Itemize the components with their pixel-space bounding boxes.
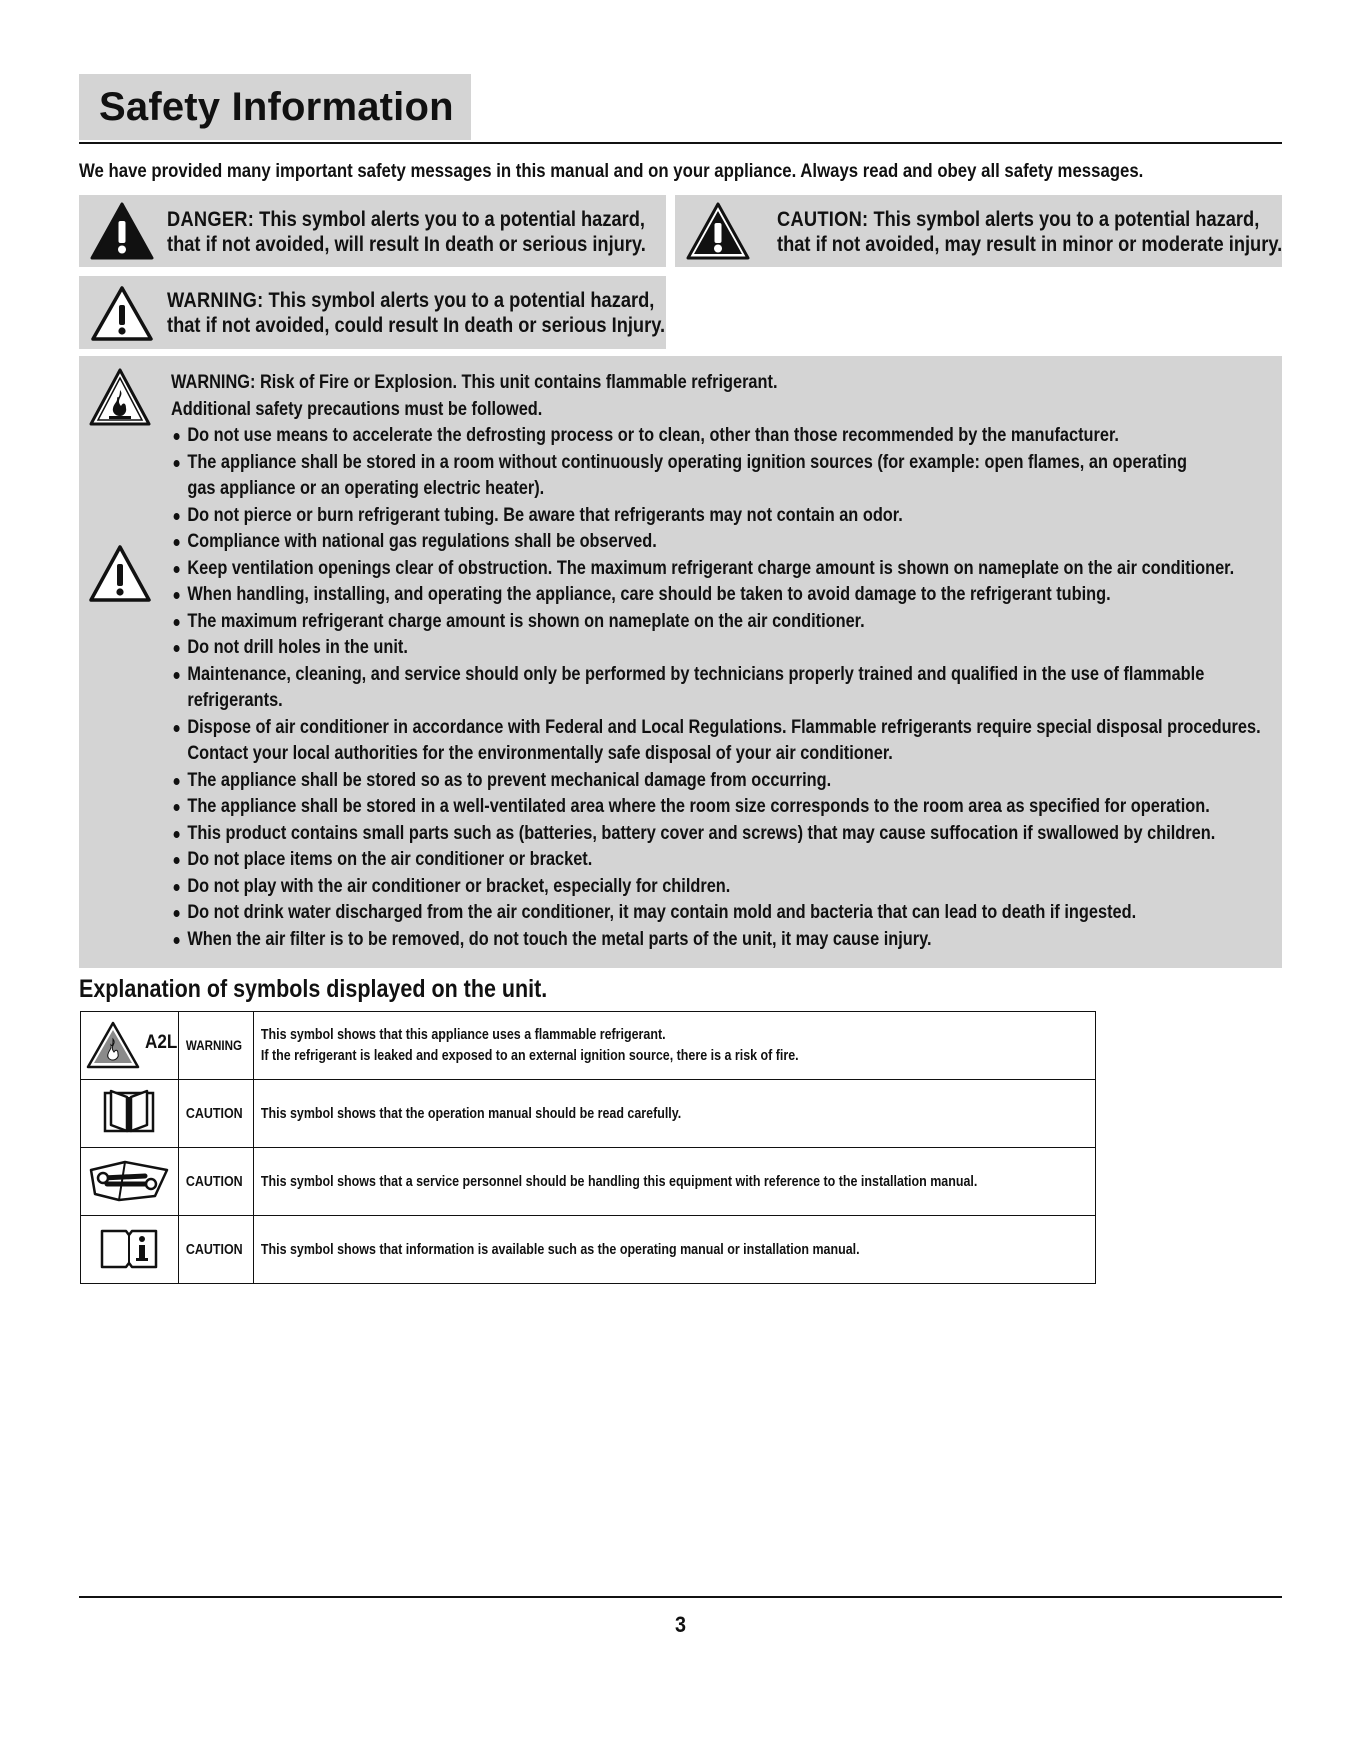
symbols-table	[80, 1011, 1096, 1284]
list-item: Keep ventilation openings clear of obstruction. The maximum refrigerant charge amount is shown on nameplate on the air conditioner.	[171, 556, 1203, 583]
symbol-cell	[81, 1012, 179, 1080]
intro-text: We have provided many important safety messages in this manual and on your appliance. Always read and obey all safety messages.	[79, 160, 1144, 182]
caution-line2: that if not avoided, may result in minor or moderate injury.	[777, 233, 1283, 256]
list-item: When the air filter is to be removed, do not touch the metal parts of the unit, it may cause injury.	[171, 927, 1203, 954]
description-cell: This symbol shows that the operation manual should be read carefully.	[253, 1080, 1095, 1148]
table-row	[81, 1012, 1096, 1080]
danger-line1: This symbol alerts you to a potential hazard,	[259, 208, 645, 231]
fire-warning-list	[171, 423, 1261, 953]
description-cell: This symbol shows that a service personnel should be handling this equipment with reference to the installation manual.	[253, 1148, 1095, 1216]
list-item: The maximum refrigerant charge amount is shown on nameplate on the air conditioner.	[171, 609, 1203, 636]
fire-warning-headline: Risk of Fire or Explosion. This unit contains flammable refrigerant.	[259, 372, 778, 393]
warning-keyword: WARNING:	[167, 289, 264, 312]
list-item: The appliance shall be stored in a room without continuously operating ignition sources (for example: open flames, an operating gas appliance or an operating electric heater).	[171, 450, 1203, 503]
list-item: Do not pierce or burn refrigerant tubing. Be aware that refrigerants may not contain an odor.	[171, 503, 1203, 530]
symbol-cell	[81, 1080, 179, 1148]
warning-box	[79, 276, 666, 349]
information-icon	[98, 1223, 160, 1271]
fire-warning-subline: Additional safety precautions must be followed.	[171, 398, 543, 420]
danger-text	[167, 207, 646, 257]
danger-triangle-icon	[89, 201, 155, 261]
title-rule	[79, 142, 1282, 144]
service-manual-icon	[85, 1156, 173, 1202]
list-item: Compliance with national gas regulations shall be observed.	[171, 529, 1203, 556]
symbols-heading: Explanation of symbols displayed on the unit.	[79, 975, 548, 1003]
page-number: 3	[674, 1612, 687, 1637]
fire-warning-content	[171, 370, 1261, 953]
description-cell: This symbol shows that information is available such as the operating manual or installation manual.	[253, 1216, 1095, 1284]
list-item: The appliance shall be stored in a well-ventilated area where the room size corresponds to the room area as specified for operation.	[171, 794, 1203, 821]
symbol-cell	[81, 1216, 179, 1284]
fire-warning-keyword: WARNING:	[171, 372, 256, 393]
warning-line1: This symbol alerts you to a potential hazard,	[268, 289, 655, 312]
fire-warning-panel	[79, 356, 1282, 968]
level-cell: CAUTION	[178, 1148, 253, 1216]
table-row	[81, 1216, 1096, 1284]
operation-manual-icon	[99, 1087, 159, 1135]
list-item: Do not place items on the air conditioner or bracket.	[171, 847, 1203, 874]
list-item: When handling, installing, and operating the appliance, care should be taken to avoid damage to the refrigerant tubing.	[171, 582, 1203, 609]
danger-box	[79, 195, 666, 267]
caution-keyword: CAUTION:	[777, 208, 869, 231]
list-item: Maintenance, cleaning, and service should only be performed by technicians properly trained and qualified in the use of flammable refrigerants.	[171, 662, 1203, 715]
list-item: Do not use means to accelerate the defrosting process or to clean, other than those recommended by the manufacturer.	[171, 423, 1203, 450]
danger-line2: that if not avoided, will result In death or serious injury.	[167, 233, 646, 256]
caution-box	[675, 195, 1282, 267]
warning-triangle-icon-2	[87, 542, 153, 604]
list-item: Do not drill holes in the unit.	[171, 635, 1203, 662]
list-item: The appliance shall be stored so as to prevent mechanical damage from occurring.	[171, 768, 1203, 795]
a2l-label: A2L	[145, 1032, 178, 1053]
list-item: Do not drink water discharged from the air conditioner, it may contain mold and bacteria that can lead to death if ingested.	[171, 900, 1203, 927]
table-row	[81, 1148, 1096, 1216]
flammable-refrigerant-icon	[85, 1020, 149, 1070]
list-item: Do not play with the air conditioner or bracket, especially for children.	[171, 874, 1203, 901]
level-cell: WARNING	[178, 1012, 253, 1080]
level-cell: CAUTION	[178, 1216, 253, 1284]
footer-rule	[79, 1596, 1282, 1598]
warning-text	[167, 288, 665, 338]
table-row	[81, 1080, 1096, 1148]
caution-text	[777, 207, 1282, 257]
title-box	[79, 74, 471, 140]
flammable-warning-icon	[87, 366, 153, 428]
description-cell: This symbol shows that this appliance uses a flammable refrigerant. If the refrigerant is leaked and exposed to an external ignition source, there is a risk of fire.	[253, 1012, 1095, 1080]
caution-triangle-icon	[685, 201, 751, 261]
page-title: Safety Information	[99, 84, 454, 129]
list-item: Dispose of air conditioner in accordance with Federal and Local Regulations. Flammable refrigerants require special disposal procedures. Contact your local authorities for the environmentally safe disposal of your air conditioner.	[171, 715, 1203, 768]
list-item: This product contains small parts such as (batteries, battery cover and screws) that may cause suffocation if swallowed by children.	[171, 821, 1203, 848]
danger-keyword: DANGER:	[167, 208, 255, 231]
caution-line1: This symbol alerts you to a potential hazard,	[873, 208, 1260, 231]
warning-line2: that if not avoided, could result In death or serious Injury.	[167, 314, 666, 337]
warning-triangle-icon	[89, 283, 155, 343]
symbol-cell	[81, 1148, 179, 1216]
level-cell: CAUTION	[178, 1080, 253, 1148]
